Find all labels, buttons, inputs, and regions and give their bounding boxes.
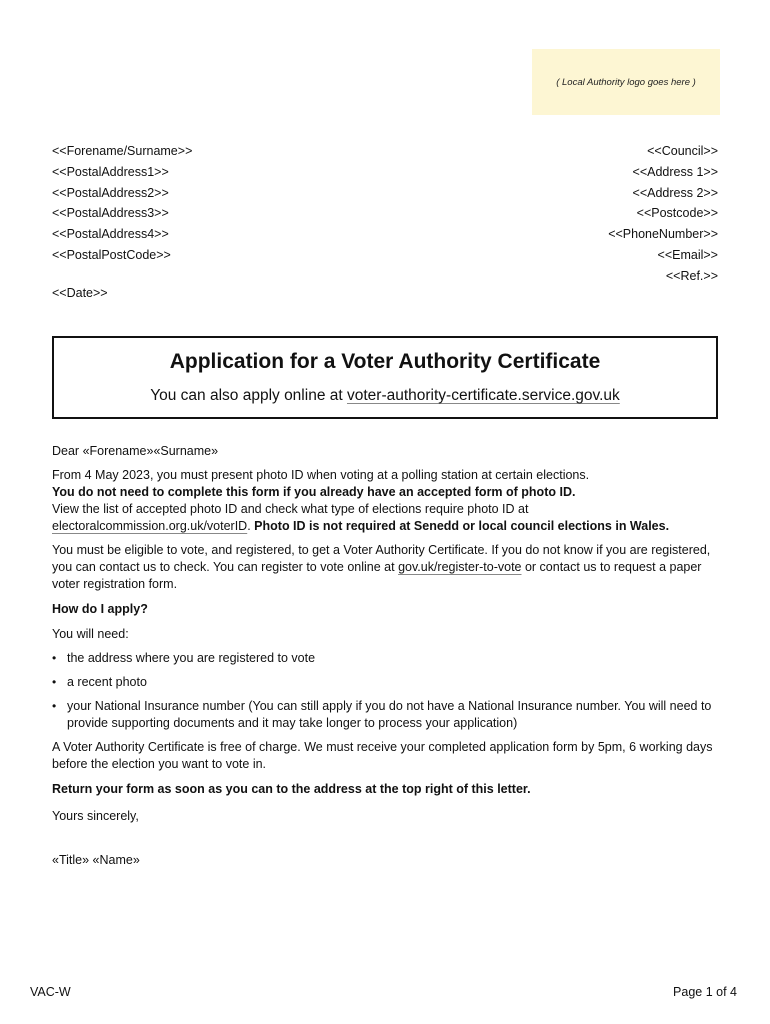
greeting: Dear «Forename»«Surname»: [52, 444, 219, 458]
closing: Yours sincerely,: [52, 809, 139, 823]
council-address-line: <<Address 1>>: [632, 164, 718, 179]
recipient-address: [52, 141, 192, 266]
recipient-postcode: <<PostalPostCode>>: [52, 247, 171, 262]
photo-id-list-text: View the list of accepted photo ID and check what type of elections require photo ID at: [52, 502, 529, 516]
letter-date: <<Date>>: [52, 286, 108, 300]
form-code: VAC-W: [30, 985, 71, 999]
requirements-list: [52, 650, 722, 732]
council-phone: <<PhoneNumber>>: [608, 227, 718, 242]
council-postcode: <<Postcode>>: [636, 206, 718, 221]
list-item-text: your National Insurance number (You can still apply if you do not have a National Insurance number. You will need to provide supporting documents and it may take longer to process your application): [67, 699, 712, 730]
you-will-need: You will need:: [52, 627, 129, 641]
title-box: [52, 336, 718, 419]
senedd-notice: Photo ID is not required at Senedd or local council elections in Wales.: [250, 519, 670, 533]
list-item-text: a recent photo: [67, 675, 147, 689]
list-item: [52, 698, 722, 732]
subtitle-text: You can also apply online at: [150, 387, 347, 404]
bullet-icon: •: [52, 675, 57, 689]
recipient-address-line: <<PostalAddress4>>: [52, 227, 169, 242]
page-number: Page 1 of 4: [673, 985, 737, 999]
council-address-line: <<Address 2>>: [632, 185, 718, 200]
council-name: <<Council>>: [647, 144, 718, 158]
paragraph-eligibility: [52, 542, 722, 593]
online-apply-link[interactable]: voter-authority-certificate.service.gov.uk: [346, 387, 620, 404]
list-item: [52, 674, 722, 691]
return-form-notice: Return your form as soon as you can to the address at the top right of this letter.: [52, 782, 531, 796]
logo-placeholder: [532, 49, 720, 115]
eligibility-end: or contact us to request a paper voter registration form.: [52, 560, 702, 591]
page-title: Application for a Voter Authority Certificate: [169, 350, 601, 373]
photo-id-intro: From 4 May 2023, you must present photo ID when voting at a polling station at certain elections.: [52, 468, 590, 482]
logo-placeholder-text: ( Local Authority logo goes here ): [556, 77, 696, 88]
bullet-icon: •: [52, 651, 57, 665]
council-ref: <<Ref.>>: [665, 268, 718, 283]
page-subtitle: [54, 387, 716, 405]
eligibility-text: You must be eligible to vote, and registered, to get a Voter Authority Certificate. If you do not know if you are registered, you can contact us to check. You can register to vote online at: [52, 543, 711, 574]
recipient-address-line: <<PostalAddress1>>: [52, 164, 169, 179]
signature: «Title» «Name»: [52, 853, 140, 867]
period: .: [247, 519, 251, 533]
list-item: [52, 650, 722, 667]
letter-body: [52, 443, 722, 869]
recipient-address-line: <<PostalAddress2>>: [52, 185, 169, 200]
recipient-address-line: <<PostalAddress3>>: [52, 206, 169, 221]
photo-id-notice: You do not need to complete this form if you already have an accepted form of photo ID.: [52, 485, 576, 499]
paragraph-photo-id: [52, 467, 722, 535]
register-to-vote-link[interactable]: gov.uk/register-to-vote: [398, 560, 522, 574]
council-email: <<Email>>: [657, 247, 718, 262]
paragraph-free-of-charge: A Voter Authority Certificate is free of charge. We must receive your completed application form by 5pm, 6 working days before the election you want to vote in.: [52, 740, 713, 771]
council-address: [608, 141, 718, 287]
bullet-icon: •: [52, 699, 57, 713]
recipient-name: <<Forename/Surname>>: [52, 144, 193, 158]
electoral-commission-link[interactable]: electoralcommission.org.uk/voterID: [52, 519, 248, 533]
how-to-apply-heading: How do I apply?: [52, 602, 148, 616]
list-item-text: the address where you are registered to vote: [67, 651, 316, 665]
